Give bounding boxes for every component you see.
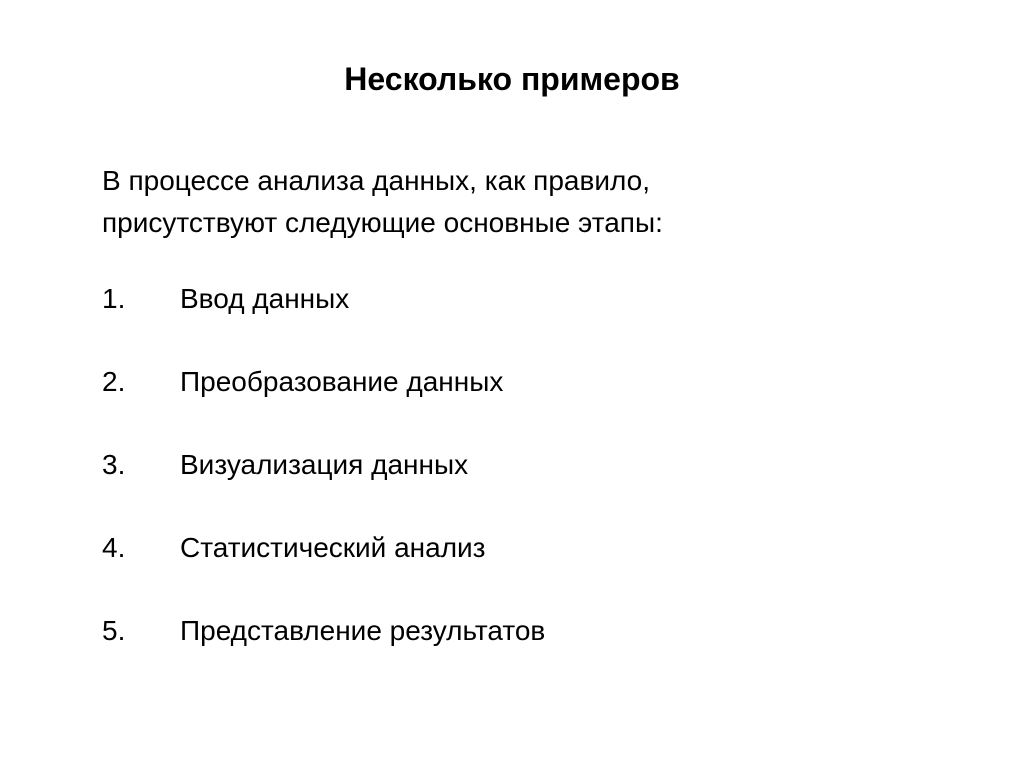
steps-list xyxy=(102,278,545,693)
list-item xyxy=(102,444,545,527)
step-number: 2. xyxy=(102,366,126,397)
step-label: Ввод данных xyxy=(180,283,350,314)
list-item xyxy=(102,527,545,610)
step-label: Преобразование данных xyxy=(180,366,504,397)
intro-paragraph xyxy=(102,160,962,244)
intro-line: В процессе анализа данных, как правило, xyxy=(102,165,650,196)
slide-title: Несколько примеров xyxy=(344,61,680,97)
step-label: Статистический анализ xyxy=(180,532,486,563)
list-item xyxy=(102,610,545,693)
step-label: Представление результатов xyxy=(180,615,546,646)
list-item xyxy=(102,361,545,444)
step-number: 3. xyxy=(102,449,126,480)
step-number: 4. xyxy=(102,532,126,563)
step-number: 5. xyxy=(102,615,126,646)
intro-line: присутствуют следующие основные этапы: xyxy=(102,207,663,238)
step-number: 1. xyxy=(102,283,126,314)
step-label: Визуализация данных xyxy=(180,449,469,480)
list-item xyxy=(102,278,545,361)
